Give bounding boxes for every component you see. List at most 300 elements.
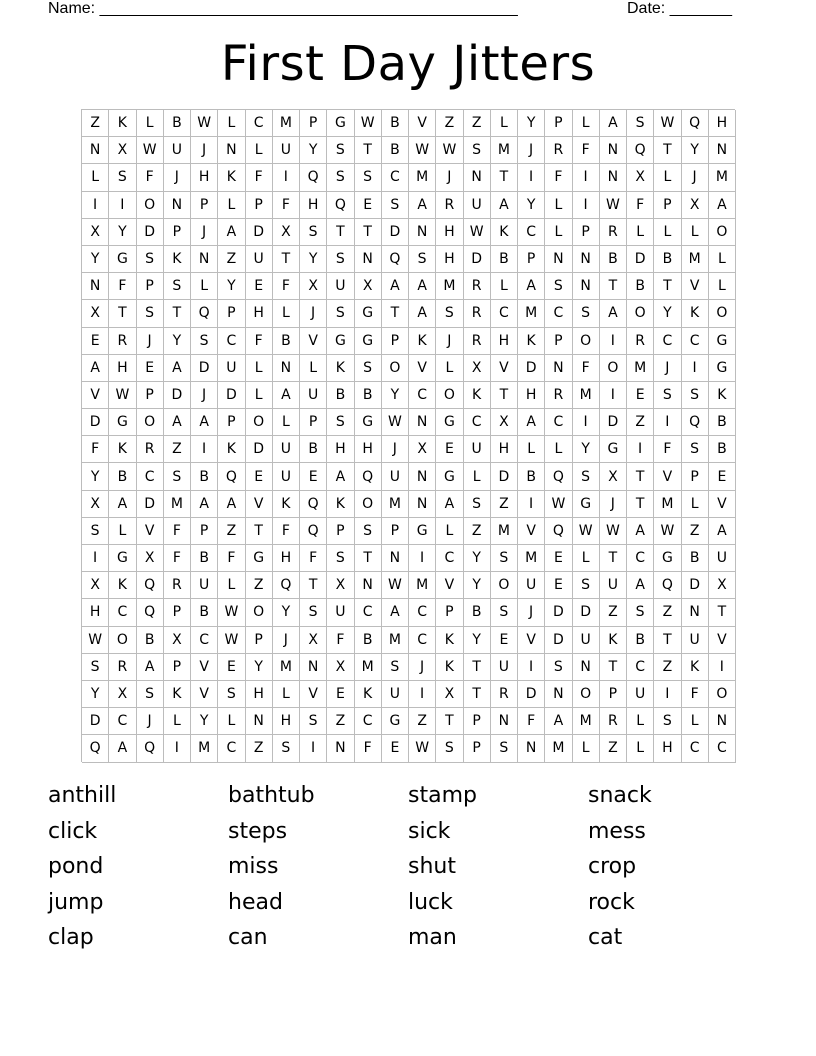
grid-cell[interactable]: L [518, 436, 545, 463]
grid-cell[interactable]: B [355, 382, 382, 409]
grid-cell[interactable]: P [164, 599, 191, 626]
grid-cell[interactable]: I [82, 192, 109, 219]
grid-cell[interactable]: K [518, 328, 545, 355]
grid-cell[interactable]: T [164, 300, 191, 327]
grid-cell[interactable]: Y [464, 545, 491, 572]
grid-cell[interactable]: T [327, 219, 354, 246]
grid-cell[interactable]: K [164, 681, 191, 708]
grid-cell[interactable]: N [709, 708, 736, 735]
grid-cell[interactable]: F [109, 273, 136, 300]
grid-cell[interactable]: L [709, 273, 736, 300]
grid-cell[interactable]: Z [654, 599, 681, 626]
grid-cell[interactable]: X [464, 355, 491, 382]
grid-cell[interactable]: F [164, 518, 191, 545]
grid-cell[interactable]: V [137, 518, 164, 545]
grid-cell[interactable]: S [436, 300, 463, 327]
grid-cell[interactable]: A [82, 355, 109, 382]
grid-cell[interactable]: A [600, 110, 627, 137]
grid-cell[interactable]: N [573, 246, 600, 273]
grid-cell[interactable]: S [327, 164, 354, 191]
grid-cell[interactable]: N [409, 491, 436, 518]
grid-cell[interactable]: F [273, 518, 300, 545]
grid-cell[interactable]: A [545, 708, 572, 735]
grid-cell[interactable]: E [491, 627, 518, 654]
grid-cell[interactable]: S [654, 382, 681, 409]
grid-cell[interactable]: T [654, 627, 681, 654]
grid-cell[interactable]: L [682, 219, 709, 246]
grid-cell[interactable]: W [409, 735, 436, 762]
grid-cell[interactable]: U [273, 436, 300, 463]
grid-cell[interactable]: Z [627, 409, 654, 436]
grid-cell[interactable]: L [654, 219, 681, 246]
grid-cell[interactable]: L [246, 382, 273, 409]
grid-cell[interactable]: U [191, 572, 218, 599]
grid-cell[interactable]: A [191, 409, 218, 436]
grid-cell[interactable]: N [545, 246, 572, 273]
grid-cell[interactable]: E [627, 382, 654, 409]
grid-cell[interactable]: W [573, 518, 600, 545]
grid-cell[interactable]: Q [355, 463, 382, 490]
grid-cell[interactable]: I [82, 545, 109, 572]
grid-cell[interactable]: D [545, 599, 572, 626]
grid-cell[interactable]: P [164, 654, 191, 681]
grid-cell[interactable]: H [355, 436, 382, 463]
grid-cell[interactable]: U [709, 545, 736, 572]
grid-cell[interactable]: G [109, 545, 136, 572]
grid-cell[interactable]: Z [327, 708, 354, 735]
grid-cell[interactable]: B [654, 246, 681, 273]
grid-cell[interactable]: I [518, 164, 545, 191]
grid-cell[interactable]: T [464, 681, 491, 708]
grid-cell[interactable]: L [491, 110, 518, 137]
grid-cell[interactable]: G [709, 328, 736, 355]
grid-cell[interactable]: B [600, 246, 627, 273]
grid-cell[interactable]: D [164, 382, 191, 409]
grid-cell[interactable]: Z [464, 518, 491, 545]
grid-cell[interactable]: X [491, 409, 518, 436]
grid-cell[interactable]: L [573, 735, 600, 762]
grid-cell[interactable]: Y [464, 627, 491, 654]
grid-cell[interactable]: P [545, 110, 572, 137]
grid-cell[interactable]: S [627, 110, 654, 137]
grid-cell[interactable]: S [545, 654, 572, 681]
grid-cell[interactable]: Y [82, 681, 109, 708]
grid-cell[interactable]: R [464, 328, 491, 355]
grid-cell[interactable]: V [709, 491, 736, 518]
grid-cell[interactable]: A [327, 463, 354, 490]
grid-cell[interactable]: L [491, 273, 518, 300]
grid-cell[interactable]: F [300, 545, 327, 572]
grid-cell[interactable]: E [382, 735, 409, 762]
grid-cell[interactable]: Q [273, 572, 300, 599]
grid-cell[interactable]: P [518, 246, 545, 273]
grid-cell[interactable]: D [137, 491, 164, 518]
grid-cell[interactable]: S [82, 518, 109, 545]
grid-cell[interactable]: F [573, 355, 600, 382]
grid-cell[interactable]: X [327, 572, 354, 599]
grid-cell[interactable]: L [273, 409, 300, 436]
grid-cell[interactable]: W [545, 491, 572, 518]
grid-cell[interactable]: B [300, 436, 327, 463]
grid-cell[interactable]: E [545, 572, 572, 599]
grid-cell[interactable]: Z [464, 110, 491, 137]
grid-cell[interactable]: B [191, 545, 218, 572]
grid-cell[interactable]: T [627, 463, 654, 490]
grid-cell[interactable]: H [191, 164, 218, 191]
grid-cell[interactable]: J [654, 355, 681, 382]
grid-cell[interactable]: N [491, 708, 518, 735]
grid-cell[interactable]: I [600, 328, 627, 355]
grid-cell[interactable]: X [82, 572, 109, 599]
grid-cell[interactable]: U [464, 436, 491, 463]
grid-cell[interactable]: P [246, 627, 273, 654]
grid-cell[interactable]: N [682, 599, 709, 626]
grid-cell[interactable]: W [355, 110, 382, 137]
grid-cell[interactable]: S [109, 164, 136, 191]
grid-cell[interactable]: O [709, 219, 736, 246]
grid-cell[interactable]: T [436, 708, 463, 735]
grid-cell[interactable]: D [191, 355, 218, 382]
grid-cell[interactable]: X [327, 654, 354, 681]
grid-cell[interactable]: C [654, 328, 681, 355]
grid-cell[interactable]: W [218, 627, 245, 654]
grid-cell[interactable]: N [409, 463, 436, 490]
grid-cell[interactable]: K [355, 681, 382, 708]
grid-cell[interactable]: B [273, 328, 300, 355]
grid-cell[interactable]: D [491, 463, 518, 490]
grid-cell[interactable]: E [137, 355, 164, 382]
grid-cell[interactable]: Y [573, 436, 600, 463]
grid-cell[interactable]: B [191, 599, 218, 626]
grid-cell[interactable]: V [300, 328, 327, 355]
grid-cell[interactable]: K [164, 246, 191, 273]
grid-cell[interactable]: T [600, 273, 627, 300]
grid-cell[interactable]: S [682, 382, 709, 409]
grid-cell[interactable]: N [164, 192, 191, 219]
grid-cell[interactable]: D [137, 219, 164, 246]
grid-cell[interactable]: V [491, 355, 518, 382]
grid-cell[interactable]: Y [273, 599, 300, 626]
grid-cell[interactable]: N [709, 137, 736, 164]
grid-cell[interactable]: P [464, 735, 491, 762]
grid-cell[interactable]: A [382, 599, 409, 626]
grid-cell[interactable]: E [355, 192, 382, 219]
grid-cell[interactable]: P [137, 382, 164, 409]
grid-cell[interactable]: Q [545, 463, 572, 490]
grid-cell[interactable]: U [273, 137, 300, 164]
grid-cell[interactable]: H [436, 246, 463, 273]
grid-cell[interactable]: G [436, 463, 463, 490]
grid-cell[interactable]: S [573, 300, 600, 327]
grid-cell[interactable]: X [109, 137, 136, 164]
grid-cell[interactable]: P [191, 518, 218, 545]
grid-cell[interactable]: T [355, 545, 382, 572]
grid-cell[interactable]: Y [191, 708, 218, 735]
grid-cell[interactable]: J [191, 137, 218, 164]
grid-cell[interactable]: L [218, 110, 245, 137]
grid-cell[interactable]: S [300, 708, 327, 735]
grid-cell[interactable]: S [82, 654, 109, 681]
grid-cell[interactable]: J [409, 654, 436, 681]
grid-cell[interactable]: Q [627, 137, 654, 164]
grid-cell[interactable]: F [327, 627, 354, 654]
grid-cell[interactable]: Z [246, 572, 273, 599]
grid-cell[interactable]: N [600, 137, 627, 164]
grid-cell[interactable]: Q [682, 110, 709, 137]
grid-cell[interactable]: P [382, 518, 409, 545]
grid-cell[interactable]: N [355, 246, 382, 273]
grid-cell[interactable]: C [545, 300, 572, 327]
grid-cell[interactable]: X [300, 273, 327, 300]
grid-cell[interactable]: V [191, 681, 218, 708]
grid-cell[interactable]: F [654, 436, 681, 463]
grid-cell[interactable]: X [82, 219, 109, 246]
grid-cell[interactable]: X [355, 273, 382, 300]
grid-cell[interactable]: O [436, 382, 463, 409]
grid-cell[interactable]: K [682, 654, 709, 681]
grid-cell[interactable]: S [273, 735, 300, 762]
grid-cell[interactable]: T [709, 599, 736, 626]
grid-cell[interactable]: I [573, 164, 600, 191]
grid-cell[interactable]: A [436, 491, 463, 518]
grid-cell[interactable]: Z [682, 518, 709, 545]
grid-cell[interactable]: K [109, 436, 136, 463]
grid-cell[interactable]: D [545, 627, 572, 654]
grid-cell[interactable]: J [137, 328, 164, 355]
grid-cell[interactable]: N [218, 137, 245, 164]
grid-cell[interactable]: F [273, 273, 300, 300]
grid-cell[interactable]: S [464, 137, 491, 164]
grid-cell[interactable]: M [191, 735, 218, 762]
grid-cell[interactable]: K [327, 355, 354, 382]
grid-cell[interactable]: X [300, 627, 327, 654]
grid-cell[interactable]: L [464, 463, 491, 490]
grid-cell[interactable]: U [327, 599, 354, 626]
grid-cell[interactable]: L [82, 164, 109, 191]
grid-cell[interactable]: J [300, 300, 327, 327]
grid-cell[interactable]: C [218, 735, 245, 762]
grid-cell[interactable]: G [355, 409, 382, 436]
grid-cell[interactable]: I [518, 491, 545, 518]
grid-cell[interactable]: C [382, 164, 409, 191]
grid-cell[interactable]: H [109, 355, 136, 382]
grid-cell[interactable]: W [409, 137, 436, 164]
grid-cell[interactable]: O [491, 572, 518, 599]
grid-cell[interactable]: S [491, 545, 518, 572]
grid-cell[interactable]: Q [382, 246, 409, 273]
grid-cell[interactable]: G [246, 545, 273, 572]
grid-cell[interactable]: S [218, 681, 245, 708]
grid-cell[interactable]: L [246, 355, 273, 382]
grid-cell[interactable]: P [164, 219, 191, 246]
grid-cell[interactable]: L [164, 708, 191, 735]
grid-cell[interactable]: J [382, 436, 409, 463]
grid-cell[interactable]: Y [654, 300, 681, 327]
grid-cell[interactable]: S [355, 355, 382, 382]
grid-cell[interactable]: O [246, 599, 273, 626]
grid-cell[interactable]: L [627, 735, 654, 762]
grid-cell[interactable]: X [82, 491, 109, 518]
grid-cell[interactable]: U [382, 681, 409, 708]
grid-cell[interactable]: M [273, 110, 300, 137]
grid-cell[interactable]: V [300, 681, 327, 708]
grid-cell[interactable]: K [600, 627, 627, 654]
grid-cell[interactable]: Z [436, 110, 463, 137]
grid-cell[interactable]: Y [464, 572, 491, 599]
grid-cell[interactable]: A [518, 273, 545, 300]
grid-cell[interactable]: I [300, 735, 327, 762]
grid-cell[interactable]: N [246, 708, 273, 735]
grid-cell[interactable]: S [545, 273, 572, 300]
grid-cell[interactable]: T [491, 164, 518, 191]
grid-cell[interactable]: N [600, 164, 627, 191]
grid-cell[interactable]: S [164, 463, 191, 490]
grid-cell[interactable]: B [191, 463, 218, 490]
grid-cell[interactable]: Z [164, 436, 191, 463]
grid-cell[interactable]: U [273, 463, 300, 490]
grid-cell[interactable]: W [109, 382, 136, 409]
grid-cell[interactable]: A [218, 491, 245, 518]
grid-cell[interactable]: F [627, 192, 654, 219]
grid-cell[interactable]: L [109, 518, 136, 545]
grid-cell[interactable]: Q [137, 735, 164, 762]
grid-cell[interactable]: X [682, 192, 709, 219]
grid-cell[interactable]: Y [382, 382, 409, 409]
grid-cell[interactable]: A [109, 735, 136, 762]
grid-cell[interactable]: D [246, 219, 273, 246]
grid-cell[interactable]: L [545, 436, 572, 463]
name-field[interactable]: Name: _______________________________________________ [48, 0, 518, 17]
date-field[interactable]: Date: _______ [627, 0, 732, 17]
grid-cell[interactable]: T [300, 572, 327, 599]
grid-cell[interactable]: U [491, 654, 518, 681]
grid-cell[interactable]: O [137, 409, 164, 436]
grid-cell[interactable]: D [682, 572, 709, 599]
grid-cell[interactable]: Z [82, 110, 109, 137]
grid-cell[interactable]: W [382, 572, 409, 599]
grid-cell[interactable]: U [627, 681, 654, 708]
grid-cell[interactable]: L [300, 355, 327, 382]
grid-cell[interactable]: C [409, 599, 436, 626]
grid-cell[interactable]: S [409, 246, 436, 273]
grid-cell[interactable]: C [518, 219, 545, 246]
grid-cell[interactable]: B [709, 409, 736, 436]
grid-cell[interactable]: L [545, 219, 572, 246]
grid-cell[interactable]: P [300, 110, 327, 137]
grid-cell[interactable]: A [191, 491, 218, 518]
grid-cell[interactable]: D [518, 355, 545, 382]
grid-cell[interactable]: G [355, 300, 382, 327]
grid-cell[interactable]: O [137, 192, 164, 219]
grid-cell[interactable]: C [109, 599, 136, 626]
grid-cell[interactable]: P [600, 681, 627, 708]
grid-cell[interactable]: F [518, 708, 545, 735]
grid-cell[interactable]: Q [300, 491, 327, 518]
grid-cell[interactable]: A [109, 491, 136, 518]
grid-cell[interactable]: M [518, 300, 545, 327]
grid-cell[interactable]: B [327, 382, 354, 409]
grid-cell[interactable]: I [709, 654, 736, 681]
grid-cell[interactable]: L [709, 246, 736, 273]
grid-cell[interactable]: U [600, 572, 627, 599]
grid-cell[interactable]: N [382, 545, 409, 572]
grid-cell[interactable]: T [109, 300, 136, 327]
grid-cell[interactable]: V [518, 518, 545, 545]
grid-cell[interactable]: H [709, 110, 736, 137]
grid-cell[interactable]: R [545, 137, 572, 164]
grid-cell[interactable]: D [82, 708, 109, 735]
grid-cell[interactable]: B [464, 599, 491, 626]
grid-cell[interactable]: K [464, 382, 491, 409]
grid-cell[interactable]: F [137, 164, 164, 191]
grid-cell[interactable]: F [164, 545, 191, 572]
grid-cell[interactable]: D [464, 246, 491, 273]
grid-cell[interactable]: A [518, 409, 545, 436]
grid-cell[interactable]: V [409, 355, 436, 382]
grid-cell[interactable]: G [436, 409, 463, 436]
grid-cell[interactable]: L [682, 491, 709, 518]
grid-cell[interactable]: M [627, 355, 654, 382]
grid-cell[interactable]: T [355, 137, 382, 164]
grid-cell[interactable]: B [137, 627, 164, 654]
grid-cell[interactable]: L [573, 545, 600, 572]
grid-cell[interactable]: C [137, 463, 164, 490]
grid-cell[interactable]: R [464, 273, 491, 300]
grid-cell[interactable]: M [518, 545, 545, 572]
grid-cell[interactable]: G [355, 328, 382, 355]
grid-cell[interactable]: O [355, 491, 382, 518]
grid-cell[interactable]: B [355, 627, 382, 654]
grid-cell[interactable]: B [382, 137, 409, 164]
grid-cell[interactable]: N [518, 735, 545, 762]
grid-cell[interactable]: I [573, 409, 600, 436]
grid-cell[interactable]: I [518, 654, 545, 681]
grid-cell[interactable]: J [518, 599, 545, 626]
grid-cell[interactable]: I [109, 192, 136, 219]
grid-cell[interactable]: P [327, 518, 354, 545]
grid-cell[interactable]: H [327, 436, 354, 463]
grid-cell[interactable]: N [573, 273, 600, 300]
grid-cell[interactable]: Q [300, 518, 327, 545]
grid-cell[interactable]: B [627, 273, 654, 300]
grid-cell[interactable]: M [164, 491, 191, 518]
grid-cell[interactable]: I [273, 164, 300, 191]
grid-cell[interactable]: K [436, 654, 463, 681]
grid-cell[interactable]: S [327, 409, 354, 436]
grid-cell[interactable]: B [682, 545, 709, 572]
grid-cell[interactable]: G [109, 246, 136, 273]
grid-cell[interactable]: N [82, 273, 109, 300]
grid-cell[interactable]: B [109, 463, 136, 490]
grid-cell[interactable]: O [573, 681, 600, 708]
grid-cell[interactable]: D [518, 681, 545, 708]
grid-cell[interactable]: V [709, 627, 736, 654]
grid-cell[interactable]: L [218, 708, 245, 735]
grid-cell[interactable]: F [355, 735, 382, 762]
grid-cell[interactable]: J [191, 382, 218, 409]
grid-cell[interactable]: S [491, 735, 518, 762]
grid-cell[interactable]: J [436, 328, 463, 355]
grid-cell[interactable]: K [273, 491, 300, 518]
grid-cell[interactable]: X [109, 681, 136, 708]
grid-cell[interactable]: H [436, 219, 463, 246]
grid-cell[interactable]: D [218, 382, 245, 409]
grid-cell[interactable]: V [518, 627, 545, 654]
grid-cell[interactable]: S [355, 518, 382, 545]
grid-cell[interactable]: T [654, 137, 681, 164]
grid-cell[interactable]: H [246, 300, 273, 327]
grid-cell[interactable]: U [682, 627, 709, 654]
